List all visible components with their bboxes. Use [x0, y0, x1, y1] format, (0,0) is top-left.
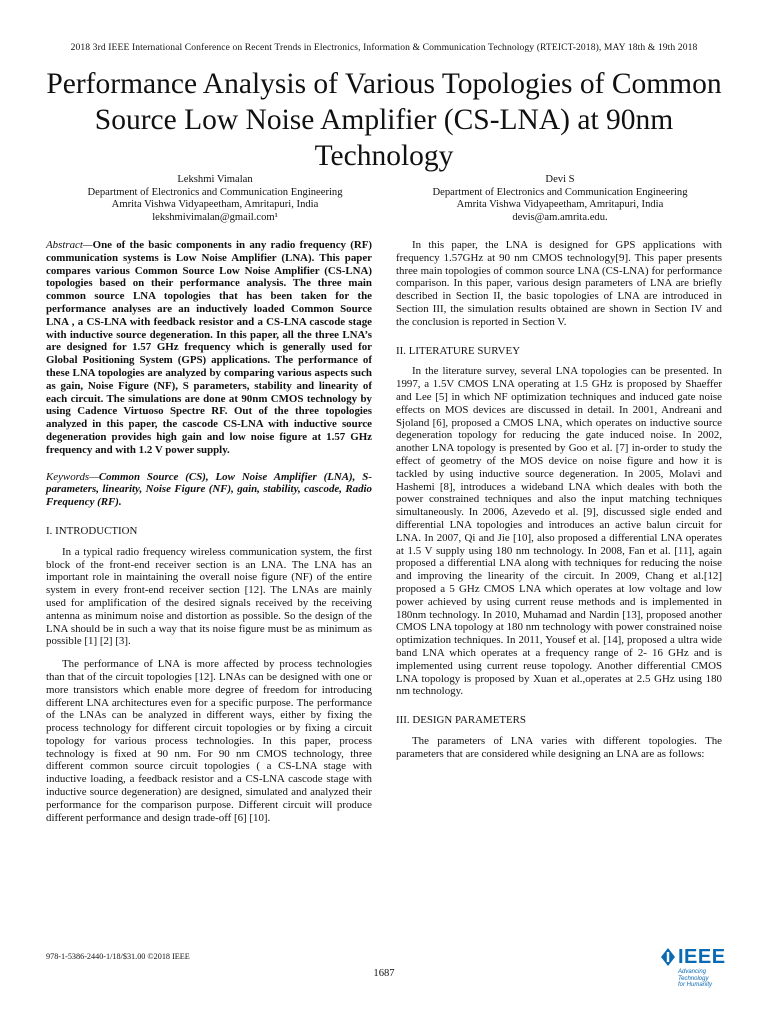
author-institution: Amrita Vishwa Vidyapeetham, Amritapuri, India	[456, 199, 664, 211]
keywords	[46, 471, 372, 509]
author-email: devis@am.amrita.edu.	[512, 211, 608, 223]
author-department: Department of Electronics and Communication Engineering	[432, 186, 688, 198]
ieee-logo	[660, 944, 730, 988]
author-institution: Amrita Vishwa Vidyapeetham, Amritapuri, India	[111, 199, 319, 211]
author-department: Department of Electronics and Communication Engineering	[87, 186, 343, 198]
author-block-1	[40, 174, 390, 224]
keywords-label: Keywords—	[46, 470, 99, 483]
ieee-diamond-icon	[660, 947, 676, 967]
abstract	[46, 239, 372, 457]
section-heading-design-parameters: III. DESIGN PARAMETERS	[396, 714, 526, 727]
keywords-text: Common Source (CS), Low Noise Amplifier (LNA), S- parameters, linearity, Noise Figure (NF), gain, stability, cascode, Radio Frequency (RF).	[46, 470, 372, 509]
paragraph: In this paper, the LNA is designed for GPS applications with frequency 1.57GHz at 90 nm CMOS technology[9]. This paper presents three main topologies of common source LNA (CS-LNA) for performance comparison. In this paper, various design parameters of LNA are briefly described in Section II, the basic topologies of LNA are introduced in Section III, the simulation results obtained are shown in Section IV and the conclusion is reported in Section V.	[396, 239, 722, 328]
paragraph: The performance of LNA is more affected by process technologies than that of the circuit topologies [12]. LNAs can be designed with one or more transistors which enable more degree of freedom for introducing different LNA architectures even for a specific purpose. The performance of the LNAs can be analyzed in different ways, either by fixing the process technology for different circuit topologies or by fixing a circuit topology for various process technologies. In this paper, process technology is fixed at 90 nm. For 90 nm CMOS technology, three different common source circuit topologies ( a CS-LNA stage with inductive loading, a feedback resistor and a CS-LNA cascode stage with inductive source degeneration) are designed, simulated and analyzed their performance for the comparison purpose. Different circuit will produce different performance and design trade-off [6] [10].	[46, 658, 372, 824]
section-heading-introduction: I. INTRODUCTION	[46, 524, 138, 537]
ieee-logo-tagline	[678, 969, 730, 989]
conference-header: 2018 3rd IEEE International Conference on Recent Trends in Electronics, Information & Communication Technology (RTEICT-2018), MAY 18th & 19th 2018	[70, 42, 698, 53]
abstract-label: Abstract—	[46, 239, 93, 251]
abstract-text: One of the basic components in any radio frequency (RF) communication systems is Low Noise Amplifier (LNA). This paper compares various Common Source Low Noise Amplifier (CS-LNA) topologies based on their performance analysis. The three main common source LNA topologies that has been taken for the performance analyses are an inductively loaded Common Source LNA , a CS-LNA with feedback resistor and a CS-LNA cascode stage with inductive source degeneration. In this paper, all the three LNA’s are designed for 1.57 GHz frequency which is generally used for Global Positioning System (GPS) applications. The performance of these LNA topologies are analyzed by comparing various aspects such as gain, Noise Figure (NF), S parameters, stability and linearity of each circuit. The simulations are done at 90nm CMOS technology by using Cadence Virtuoso Spectre RF. Out of the three topologies analyzed in this paper, the cascode CS-LNA with inductive source degeneration provides high gain and low noise figure at 1.57 GHz frequency and with 1.2 V power supply.	[46, 239, 372, 456]
left-column	[46, 239, 372, 824]
author-name: Devi S	[545, 174, 575, 185]
page-number: 1687	[373, 968, 395, 979]
author-email: lekshmivimalan@gmail.com¹	[152, 211, 278, 223]
footer-isbn: 978-1-5386-2440-1/18/$31.00 ©2018 IEEE	[46, 952, 190, 961]
author-block-2	[390, 174, 730, 224]
paper-title: Performance Analysis of Various Topologies of Common Source Low Noise Amplifier (CS-LNA) at 90nm Technology	[46, 68, 722, 172]
author-name: Lekshmi Vimalan	[177, 174, 253, 185]
paragraph: In the literature survey, several LNA topologies can be presented. In 1997, a 1.5V CMOS LNA operating at 1.5 GHz is proposed by Shaeffer and Lee [5] in which NF optimization techniques and induced gate noise effects on MOS devices are discussed in detail. In 2001, Andreani and Sjoland [6], proposed a CMOS LNA, which operates on inductive source degeneration topology for reducing the gate induced noise. In 2002, another LNA topology is presented by Goo et al. [7] in-order to study the effect of geometry of the MOS device on noise figure and how it is tackled by using inductive source degeneration. In 2005, Molavi and Hashemi [8], introduces a wideband LNA which deales with both the power constrained techniques and also the input matching techniques simultaneously. In 2006, Azevedo et al. [9], discussed sigle ended and differential LNA topologies and introduces an active balun circuit for LNA. In 2007, Qi and Jie [10], also proposed a differential LNA operates at 1.5 V supply using 180 nm technology. In 2008, Fan et al. [11], again proposed a differential LNA along with techniques for reducing the noise and improving the linearity of the circuit. In 2009, Chang et al.[12] proposed a 5 GHz CMOS LNA which operates at low voltage and low power achieved by using current reuse methods and is implemented in 180nm technology. In 2010, Muhamad and Nardin [13], proposed another CMOS LNA topology at 180 nm technology with power constrained noise optimization techniques. In 2011, Yousef et al. [14], proposed a ultra wide band LNA which operates at a frequency range of 2- 16 GHz and is implemented using current reuse topology. Another differential CMOS LNA topology is proposed by Xuan et al.,operates at 2.5 GHz using 180 nm technology.	[396, 365, 722, 698]
ieee-tagline-line-2: for Humanity	[678, 982, 713, 988]
paragraph: In a typical radio frequency wireless communication system, the first block of the front-end receiver section is an LNA. The LNA has an important role in maintaining the overall noise figure (NF) of the entire system in every front-end receiver section [12]. The LNAs are mainly used for amplification of the desired signals received by the receiving antenna as minimum noise and distortion as possible. So the design of the LNA should be in such a way that its noise figure must be as minimum as possible [1] [2] [3].	[46, 545, 372, 648]
right-column	[396, 239, 722, 760]
ieee-logo-word: IEEE	[678, 946, 726, 968]
ieee-tagline-line-1: Advancing Technology	[678, 969, 709, 982]
paragraph: The parameters of LNA varies with different topologies. The parameters that are considered while designing an LNA are as follows:	[396, 734, 722, 760]
section-heading-literature-survey: II. LITERATURE SURVEY	[396, 344, 521, 357]
